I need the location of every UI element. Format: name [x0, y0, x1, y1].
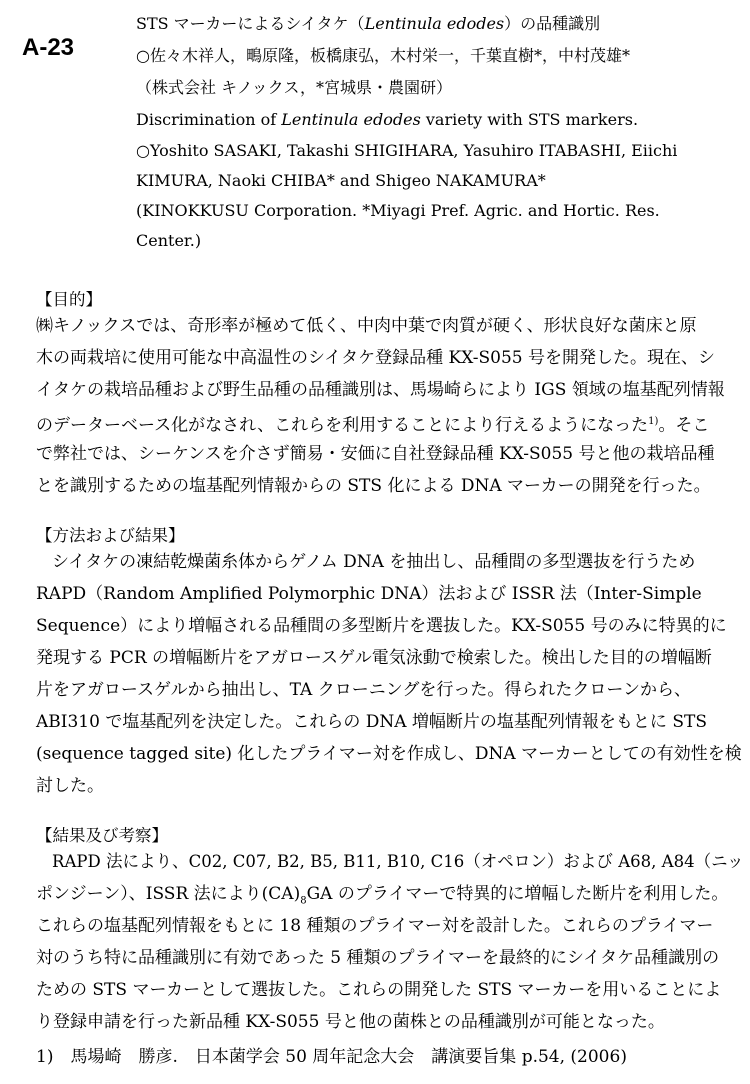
results-line: ための STS マーカーとして選抜した。これらの開発した STS マーカーを用いることによ — [36, 980, 722, 1000]
affiliation-en-line-2: Center.) — [136, 231, 202, 250]
results-line: 対のうち特に品種識別に有効であった 5 種類のプライマーを最終的にシイタケ品種識別の — [36, 948, 720, 968]
title-en: Discrimination of Lentinula edodes variety with STS markers. — [136, 110, 639, 129]
results-line: り登録申請を行った新品種 KX-S055 号と他の菌株との品種識別が可能となった。 — [36, 1012, 665, 1032]
species-name-ja: Lentinula edodes — [364, 14, 505, 33]
title-ja: STS マーカーによるシイタケ（Lentinula edodes）の品種識別 — [136, 14, 601, 33]
reference: 1) 馬場崎 勝彦. 日本菌学会 50 周年記念大会 講演要旨集 p.54, (2006) — [36, 1047, 627, 1067]
methods-line: 発現する PCR の増幅断片をアガロースゲル電気泳動で検索した。検出した目的の増幅断 — [36, 648, 712, 668]
purpose-line: で弊社では、シーケンスを介さず簡易・安価に自社登録品種 KX-S055 号と他の栽培品種 — [36, 444, 715, 464]
subscript: 8 — [300, 895, 307, 907]
section-heading-results: 【結果及び考察】 — [36, 826, 168, 845]
authors-ja: ○佐々木祥人，鴫原隆，板橋康弘，木村栄一，千葉直樹*，中村茂雄* — [136, 46, 630, 65]
reference-marker: 1) — [648, 416, 659, 427]
affiliation-ja: （株式会社 キノックス，*宮城県・農園研） — [136, 78, 452, 97]
species-name-en: Lentinula edodes — [281, 110, 421, 129]
authors-en-line-1: ○Yoshito SASAKI, Takashi SHIGIHARA, Yasuhiro ITABASHI, Eiichi — [136, 141, 678, 160]
section-heading-purpose: 【目的】 — [36, 290, 102, 309]
authors-en-line-2: KIMURA, Naoki CHIBA* and Shigeo NAKAMURA* — [136, 171, 546, 190]
purpose-line: イタケの栽培品種および野生品種の品種識別は、馬場崎らにより IGS 領域の塩基配列情報 — [36, 380, 725, 400]
results-line: これらの塩基配列情報をもとに 18 種類のプライマー対を設計した。これらのプライマー — [36, 916, 714, 936]
affiliation-en-line-1: (KINOKKUSU Corporation. *Miyagi Pref. Agric. and Hortic. Res. — [136, 201, 660, 220]
methods-line: シイタケの凍結乾燥菌糸体からゲノム DNA を抽出し、品種間の多型選抜を行うため — [52, 552, 696, 572]
abstract-id: A-23 — [22, 34, 75, 61]
purpose-line: のデーターベース化がなされ、これらを利用することにより行えるようになった$^{1)}$。そこ — [36, 415, 710, 436]
section-heading-methods: 【方法および結果】 — [36, 526, 185, 545]
methods-line: 片をアガロースゲルから抽出し、TA クローニングを行った。得られたクローンから、 — [36, 680, 692, 700]
methods-line: RAPD（Random Amplified Polymorphic DNA）法および ISSR 法（Inter-Simple — [36, 584, 702, 604]
results-line: RAPD 法により、C02, C07, B2, B5, B11, B10, C16（オペロン）および A68, A84（ニッ — [52, 852, 744, 872]
purpose-line: ㈱キノックスでは、奇形率が極めて低く、中肉中葉で肉質が硬く、形状良好な菌床と原 — [36, 316, 697, 336]
purpose-line: とを識別するための塩基配列情報からの STS 化による DNA マーカーの開発を行った。 — [36, 476, 711, 496]
methods-line: (sequence tagged site) 化したプライマー対を作成し、DNA マーカーとしての有効性を検 — [36, 744, 742, 764]
purpose-line: 木の両栽培に使用可能な中高温性のシイタケ登録品種 KX-S055 号を開発した。現在、シ — [36, 348, 715, 368]
results-line: ポンジーン）、ISSR 法により$(CA)_8GA$ のプライマーで特異的に増幅した断片を利用した。 — [36, 884, 729, 907]
methods-line: 討した。 — [36, 776, 104, 796]
methods-line: ABI310 で塩基配列を決定した。これらの DNA 増幅断片の塩基配列情報をもとに STS — [36, 712, 707, 732]
methods-line: Sequence）により増幅される品種間の多型断片を選抜した。KX-S055 号のみに特異的に — [36, 616, 727, 636]
